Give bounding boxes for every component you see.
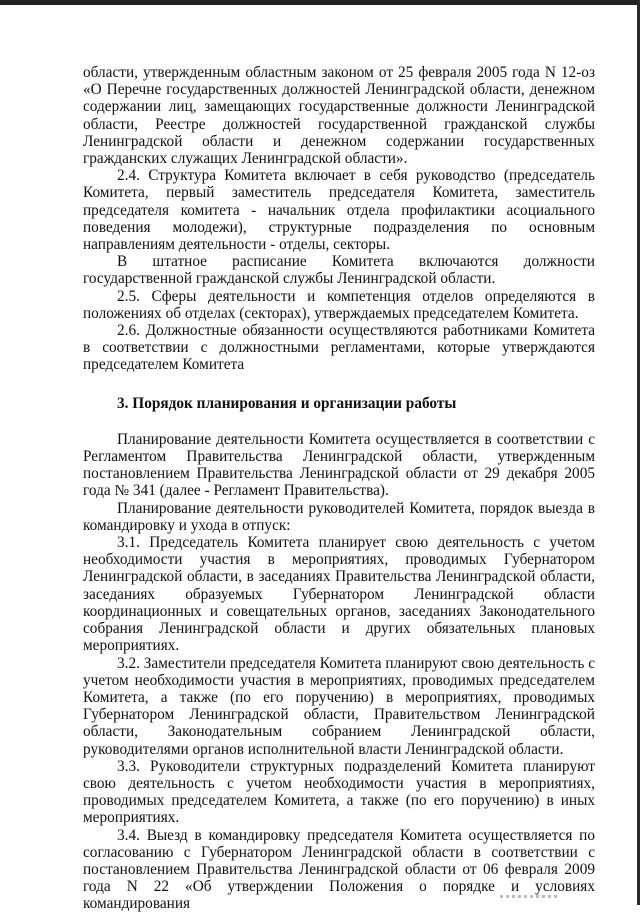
- paragraph-planning: Планирование деятельности Комитета осуществляется в соответствии с Регламентом Правительства Ленинградской области, утвержденным постановлением Правительства Ленинградской области от 29 декабря 2005 года № 341 (далее - Регламент Правительства).: [83, 430, 595, 500]
- paragraph-2-4: 2.4. Структура Комитета включает в себя руководство (председатель Комитета, первый заместитель председателя Комитета, заместитель председателя комитета - начальник отдела профилактики асоциального поведения молодежи), структурные подразделения по основным направлениям деятельности - отделы, секторы.: [83, 167, 595, 254]
- paragraph-3-3: 3.3. Руководители структурных подразделений Комитета планируют свою деятельность с учетом необходимости участия в мероприятиях, проводимых председателем Комитета, а также (по его поручению) в иных мероприятиях.: [83, 757, 595, 827]
- paragraph-planning-heads: Планирование деятельности руководителей Комитета, порядок выезда в командировку и ухода в отпуск:: [83, 499, 595, 534]
- paragraph-2-5: 2.5. Сферы деятельности и компетенция отделов определяются в положениях об отделах (секторах), утверждаемых председателем Комитета.: [83, 287, 595, 322]
- paragraph-3-4: 3.4. Выезд в командировку председателя Комитета осуществляется по согласованию с Губернатором Ленинградской области в соответствии с постановлением Правительства Ленинградской области от 06 февраля 2009 года N 22 «Об утверждении Положения о порядке и условиях командирования: [83, 826, 595, 913]
- scan-top-border: [0, 0, 640, 5]
- paragraph-2-6: 2.6. Должностные обязанности осуществляются работниками Комитета в соответствии с должностными регламентами, которые утверждаются председателем Комитета: [83, 322, 595, 374]
- section-heading: 3. Порядок планирования и организации работы: [117, 394, 457, 412]
- paragraph-continuation: области, утвержденным областным законом от 25 февраля 2005 года N 12-оз «О Перечне государственных должностей Ленинградской области, денежном содержании лиц, замещающих государственные должности Ленинградской области, Реестре должностей государственной гражданской службы Ленинградской области и денежном содержании государственных гражданских служащих Ленинградской области».: [83, 64, 595, 168]
- paragraph-staff-schedule: В штатное расписание Комитета включаются должности государственной гражданской службы Ленинградской области.: [83, 253, 595, 288]
- paragraph-3-1: 3.1. Председатель Комитета планирует свою деятельность с учетом необходимости участия в мероприятиях, проводимых Губернатором Ленинградской области, в заседаниях Правительства Ленинградской области, заседаниях образуемых Губернатором Ленинградской области координационных и совещательных органов, заседаниях Законодательного собрания Ленинградской области и других обязательных плановых мероприятиях.: [83, 534, 595, 655]
- scan-artifact: [500, 895, 560, 898]
- document-page: [83, 64, 595, 913]
- paragraph-3-2: 3.2. Заместители председателя Комитета планируют свою деятельность с учетом необходимости участия в мероприятиях, проводимых председателем Комитета, а также (по его поручению) в мероприятиях, проводимых Губернатором Ленинградской области, Правительством Ленинградской области, Законодательным собранием Ленинградской области, руководителями органов исполнительной власти Ленинградской области.: [83, 654, 595, 758]
